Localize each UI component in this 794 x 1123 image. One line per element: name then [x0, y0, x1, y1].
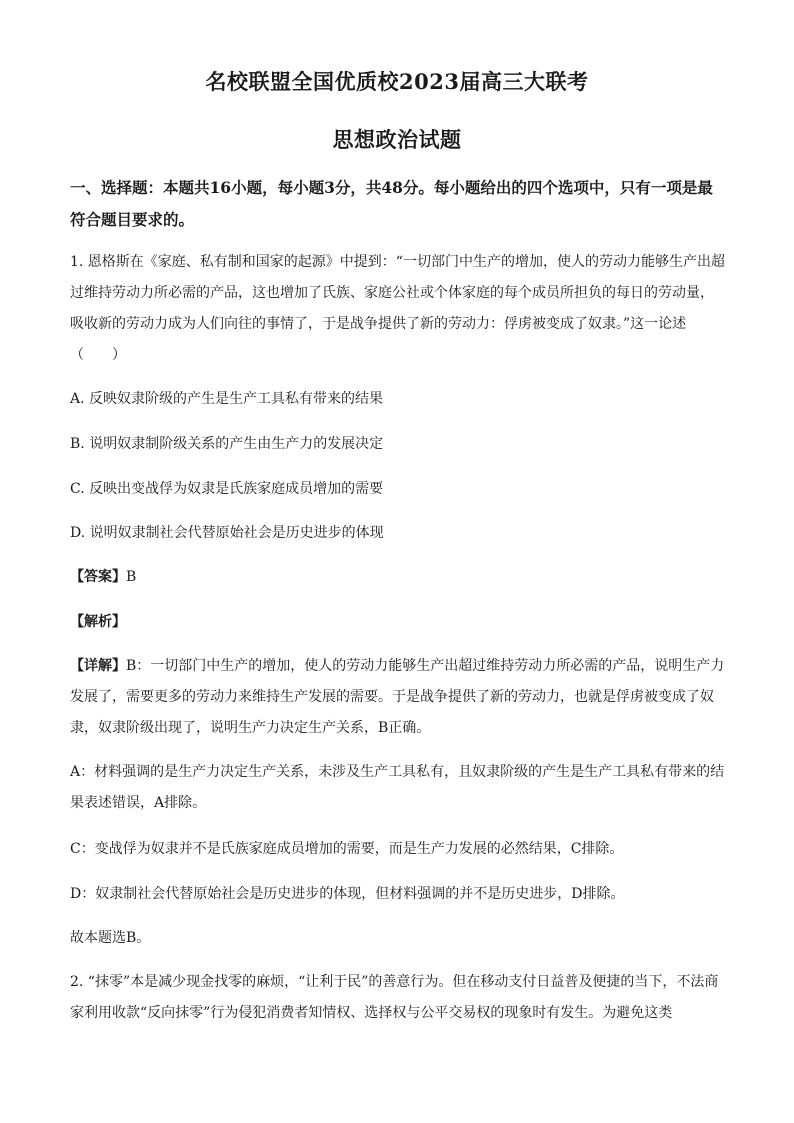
- document-subtitle: 思想政治试题: [332, 127, 462, 152]
- question-2-stem: 2. “抹零”本是减少现金找零的麻烦，“让利于民”的善意行为。但在移动支付日益普及便捷的当下，不法商家利用收款“反向抹零”行为侵犯消费者知情权、选择权与公平交易权的现象时有发生。为避免这类: [70, 974, 719, 1021]
- answer-value: B: [126, 569, 137, 585]
- question-1-option-c: C. 反映出变战俘为奴隶是氏族家庭成员增加的需要: [70, 481, 384, 497]
- question-1-option-b: B. 说明奴隶制阶级关系的产生由生产力的发展决定: [70, 436, 384, 452]
- question-1-option-a: A. 反映奴隶阶级的产生是生产工具私有带来的结果: [70, 391, 384, 407]
- analysis-tag: 【解析】: [70, 614, 126, 630]
- explain-c: C：变战俘为奴隶并不是氏族家庭成员增加的需要，而是生产力发展的必然结果，C排除。: [70, 841, 624, 857]
- answer-line: [70, 562, 726, 593]
- document-title: 名校联盟全国优质校2023届高三大联考: [205, 69, 589, 94]
- section-heading: 一、选择题：本题共16小题，每小题3分，共48分。每小题给出的四个选项中，只有一项是最符合题目要求的。: [70, 178, 713, 229]
- detail-text: B：一切部门中生产的增加，使人的劳动力能够生产出超过维持劳动力所必需的产品，说明生产力发展了，需要更多的劳动力来维持生产发展的需要。于是战争提供了新的劳动力，也就是俘虏被变成了奴隶，奴隶阶级出现了，说明生产力决定生产关系，B正确。: [70, 658, 725, 736]
- question-1-option-d: D. 说明奴隶制社会代替原始社会是历史进步的体现: [70, 525, 384, 541]
- answer-tag: 【答案】: [70, 569, 126, 585]
- detail-tag: 【详解】: [70, 658, 126, 674]
- detail-paragraph: [70, 651, 726, 744]
- explain-d: D：奴隶制社会代替原始社会是历史进步的体现，但材料强调的并不是历史进步，D排除。: [70, 886, 625, 902]
- explain-a: A：材料强调的是生产力决定生产关系，未涉及生产工具私有，且奴隶阶级的产生是生产工具私有带来的结果表述错误，A排除。: [70, 764, 725, 811]
- conclusion: 故本题选B。: [70, 930, 151, 946]
- analysis-line: [70, 607, 726, 638]
- question-1-stem: 1. 恩格斯在《家庭、私有制和国家的起源》中提到：“一切部门中生产的增加，使人的劳动力能够生产出超过维持劳动力所必需的产品，这也增加了氏族、家庭公社或个体家庭的每个成员所担负的每日的劳动量，吸收新的劳动力成为人们向往的事情了，于是战争提供了新的劳动力：俘虏被变成了奴隶。”这一论述（ ）: [70, 254, 725, 363]
